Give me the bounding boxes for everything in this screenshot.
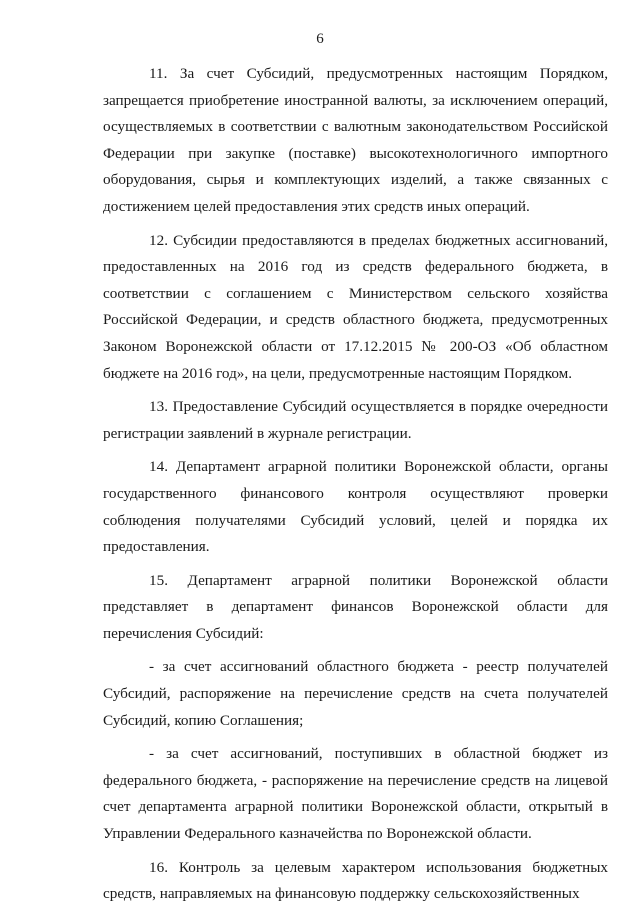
paragraph-12: 12. Субсидии предоставляются в пределах бюджетных ассигнований, предоставленных на 2016 год из средств федерального бюджета, в соответствии с соглашением с Министерством сельского хозяйства Российской Федерации, и средств областного бюджета, предусмотренных Законом Воронежской области от 17.12.2015 № 200-ОЗ «Об областном бюджете на 2016 год», на цели, предусмотренные настоящим Порядком. <box>103 231 608 382</box>
document-body <box>103 61 608 913</box>
paragraph-15: 15. Департамент аграрной политики Воронежской области представляет в департамент финансов Воронежской области для перечисления Субсидий: <box>103 571 608 642</box>
paragraph-14: 14. Департамент аграрной политики Воронежской области, органы государственного финансового контроля осуществляют проверки соблюдения получателями Субсидий условий, целей и порядка их предоставления. <box>103 458 608 556</box>
paragraph-15-item-federal: - за счет ассигнований, поступивших в областной бюджет из федерального бюджета, - распоряжение на перечисление средств на лицевой счет департамента аграрной политики Воронежской области, открытый в Управлении Федерального казначейства по Воронежской области. <box>103 745 608 843</box>
page-number: 6 <box>316 31 324 47</box>
paragraph-15-item-regional: - за счет ассигнований областного бюджета - реестр получателей Субсидий, распоряжение на перечисление средств на счета получателей Субсидий, копию Соглашения; <box>103 658 608 729</box>
paragraph-11: 11. За счет Субсидий, предусмотренных настоящим Порядком, запрещается приобретение иностранной валюты, за исключением операций, осуществляемых в соответствии с валютным законодательством Российской Федерации при закупке (поставке) высокотехнологичного импортного оборудования, сырья и комплектующих изделий, а также связанных с достижением целей предоставления этих средств иных операций. <box>103 65 608 215</box>
paragraph-13: 13. Предоставление Субсидий осуществляется в порядке очередности регистрации заявлений в журнале регистрации. <box>103 398 608 442</box>
paragraph-16: 16. Контроль за целевым характером использования бюджетных средств, направляемых на финансовую поддержку сельскохозяйственных <box>103 858 608 903</box>
